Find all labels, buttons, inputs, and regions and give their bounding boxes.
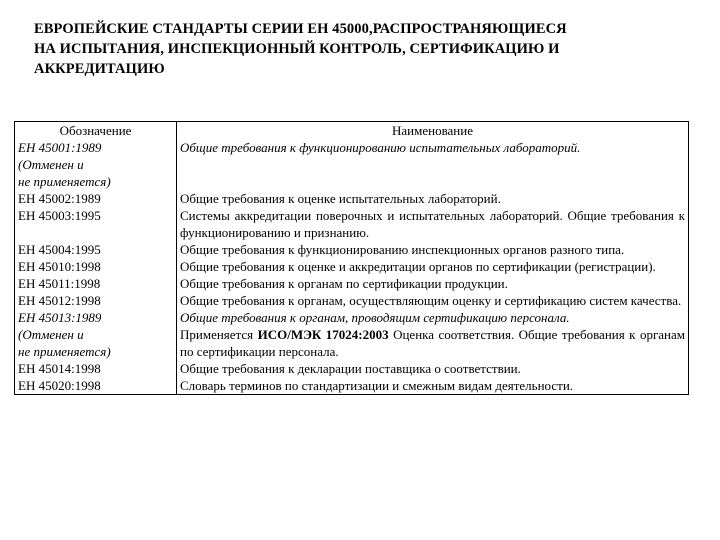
table-row	[15, 377, 689, 395]
replacement-note-post: Оценка соответствия. Общие требования к органам по сертификации персонала.	[180, 327, 685, 359]
table-row	[15, 258, 689, 275]
standard-name: Общие требования к органам, проводящим сертификацию персонала.	[180, 310, 570, 325]
standard-code: ЕН 45011:1998	[15, 275, 177, 292]
standard-name: Общие требования к органам, осуществляющим оценку и сертификацию систем качества.	[177, 292, 689, 309]
standard-name-cell	[177, 309, 689, 360]
standard-code: ЕН 45013:1989 (Отменен и не применяется)	[15, 309, 177, 360]
standard-name: Общие требования к оценке и аккредитации органов по сертификации (регистрации).	[177, 258, 689, 275]
standard-code: ЕН 45014:1998	[15, 360, 177, 377]
standard-name: Системы аккредитации поверочных и испытательных лабораторий. Общие требования к функционированию и признанию.	[177, 207, 689, 241]
table-row	[15, 360, 689, 377]
standard-code: ЕН 45004:1995	[15, 241, 177, 258]
replacement-standard: ИСО/МЭК 17024:2003	[257, 327, 389, 342]
standard-name: Общие требования к декларации поставщика о соответствии.	[177, 360, 689, 377]
table-row	[15, 275, 689, 292]
table-header-row	[15, 122, 689, 140]
standard-name: Общие требования к функционированию испытательных лабораторий.	[177, 139, 689, 190]
standard-name: Общие требования к органам по сертификации продукции.	[177, 275, 689, 292]
standard-code: ЕН 45020:1998	[15, 377, 177, 395]
table-row	[15, 190, 689, 207]
standard-code: ЕН 45002:1989	[15, 190, 177, 207]
standard-name: Общие требования к оценке испытательных лабораторий.	[177, 190, 689, 207]
column-header-name: Наименование	[177, 122, 689, 140]
standard-code: ЕН 45003:1995	[15, 207, 177, 241]
standard-code: ЕН 45012:1998	[15, 292, 177, 309]
table-row	[15, 241, 689, 258]
standard-code: ЕН 45001:1989 (Отменен и не применяется)	[15, 139, 177, 190]
standard-code: ЕН 45010:1998	[15, 258, 177, 275]
replacement-note-pre: Применяется	[180, 327, 258, 342]
table-row	[15, 207, 689, 241]
table-row	[15, 309, 689, 360]
standards-table	[14, 121, 689, 395]
document-title: ЕВРОПЕЙСКИЕ СТАНДАРТЫ СЕРИИ ЕН 45000,РАСПРОСТРАНЯЮЩИЕСЯ НА ИСПЫТАНИЯ, ИНСПЕКЦИОННЫЙ КОНТРОЛЬ, СЕРТИФИКАЦИЮ И АККРЕДИТАЦИЮ	[34, 21, 567, 77]
standard-name: Словарь терминов по стандартизации и смежным видам деятельности.	[177, 377, 689, 395]
table-row	[15, 139, 689, 190]
column-header-designation: Обозначение	[15, 122, 177, 140]
standard-name: Общие требования к функционированию инспекционных органов разного типа.	[177, 241, 689, 258]
table-row	[15, 292, 689, 309]
